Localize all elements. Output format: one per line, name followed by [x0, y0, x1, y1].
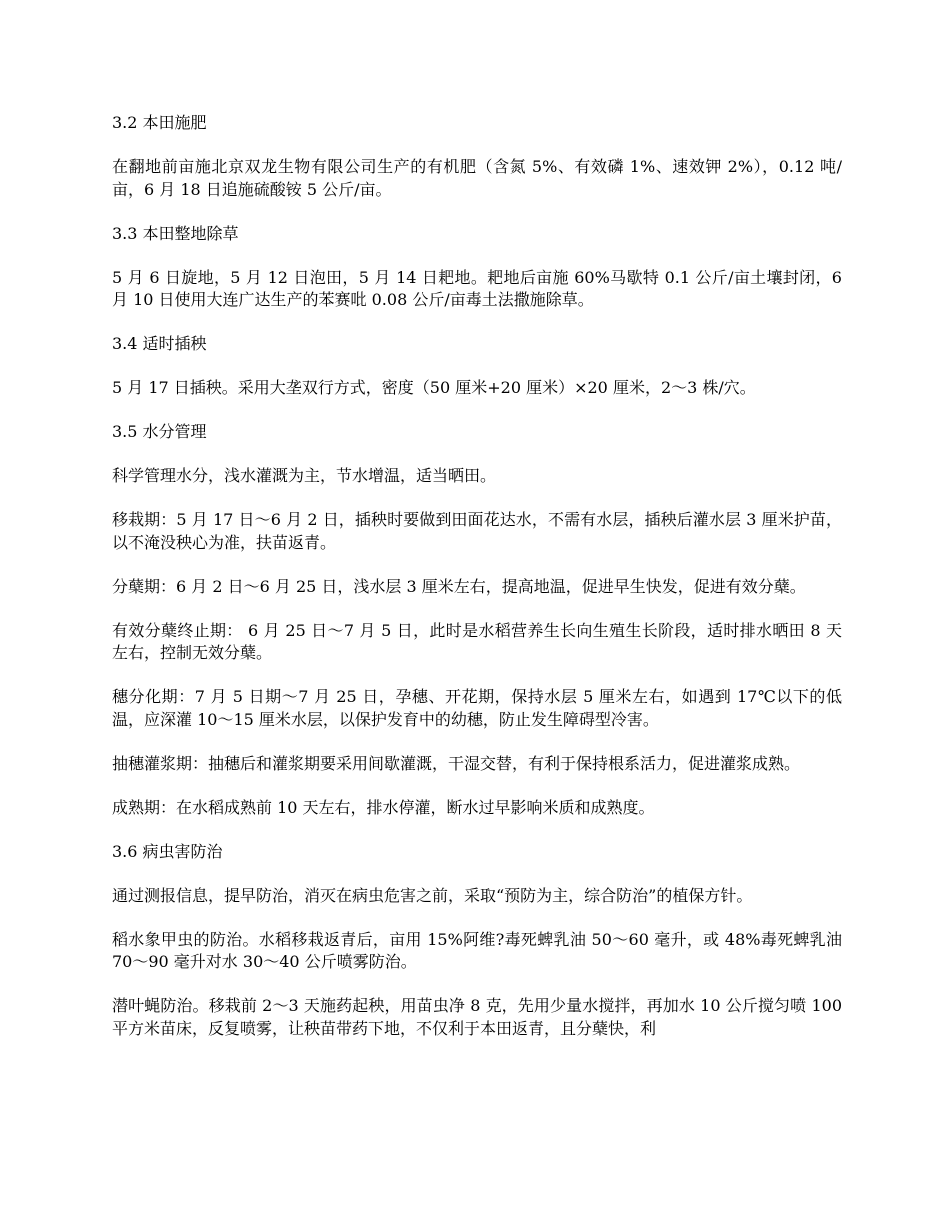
paragraph-heading-filling-stage: 抽穗灌浆期：抽穗后和灌浆期要采用间歇灌溉，干湿交替，有利于保持根系活力，促进灌浆成熟。: [112, 753, 801, 773]
paragraph-transplant-stage: 移栽期：5 月 17 日～6 月 2 日，插秧时要做到田面花达水，不需有水层，插秧后灌水层 3 厘米护苗，以不淹没秧心为准，扶苗返青。: [112, 510, 842, 552]
paragraph-land-preparation: 5 月 6 日旋地，5 月 12 日泡田，5 月 14 日耙地。耙地后亩施 60%马歇特 0.1 公斤/亩土壤封闭，6 月 10 日使用大连广达生产的苯赛吡 0.08 公斤/亩毒土法撒施除草。: [112, 267, 842, 309]
paragraph-fertilization: 在翻地前亩施北京双龙生物有限公司生产的有机肥（含氮 5%、有效磷 1%、速效钾 2%），0.12 吨/亩，6 月 18 日追施硫酸铵 5 公斤/亩。: [112, 157, 842, 199]
section-heading-3-4: 3.4 适时插秧: [112, 334, 207, 353]
section-heading-3-2: 3.2 本田施肥: [112, 113, 207, 132]
paragraph-tillering-end-stage: 有效分蘖终止期： 6 月 25 日～7 月 5 日，此时是水稻营养生长向生殖生长阶段，适时排水晒田 8 天左右，控制无效分蘖。: [112, 620, 842, 662]
paragraph-panicle-stage: 穗分化期：7 月 5 日期～7 月 25 日，孕穗、开花期，保持水层 5 厘米左右，如遇到 17℃以下的低温，应深灌 10～15 厘米水层，以保护发育中的幼穗，防止发生障碍型冷害。: [112, 687, 842, 729]
paragraph-water-intro: 科学管理水分，浅水灌溉为主，节水增温，适当晒田。: [112, 466, 497, 485]
section-heading-3-5: 3.5 水分管理: [112, 422, 207, 441]
paragraph-pest-intro: 通过测报信息，提早防治，消灭在病虫危害之前，采取“预防为主，综合防治”的植保方针。: [112, 885, 753, 905]
document-body: [112, 112, 842, 1062]
paragraph-leafminer-control: 潜叶蝇防治。移栽前 2～3 天施药起秧，用苗虫净 8 克，先用少量水搅拌，再加水 10 公斤搅匀喷 100 平方米苗床，反复喷雾，让秧苗带药下地，不仅利于本田返青，且分蘖快，利: [112, 996, 842, 1038]
paragraph-tillering-stage: 分蘖期：6 月 2 日～6 月 25 日，浅水层 3 厘米左右，提高地温，促进早生快发，促进有效分蘖。: [112, 576, 806, 596]
paragraph-maturity-stage: 成熟期：在水稻成熟前 10 天左右，排水停灌，断水过早影响米质和成熟度。: [112, 797, 655, 817]
paragraph-weevil-control: 稻水象甲虫的防治。水稻移栽返青后，亩用 15%阿维?毒死蜱乳油 50～60 毫升，或 48%毒死蜱乳油 70～90 毫升对水 30～40 公斤喷雾防治。: [112, 929, 842, 971]
paragraph-transplanting: 5 月 17 日插秧。采用大垄双行方式，密度（50 厘米+20 厘米）×20 厘米，2～3 株/穴。: [112, 378, 756, 397]
section-heading-3-6: 3.6 病虫害防治: [112, 841, 223, 861]
section-heading-3-3: 3.3 本田整地除草: [112, 223, 239, 243]
